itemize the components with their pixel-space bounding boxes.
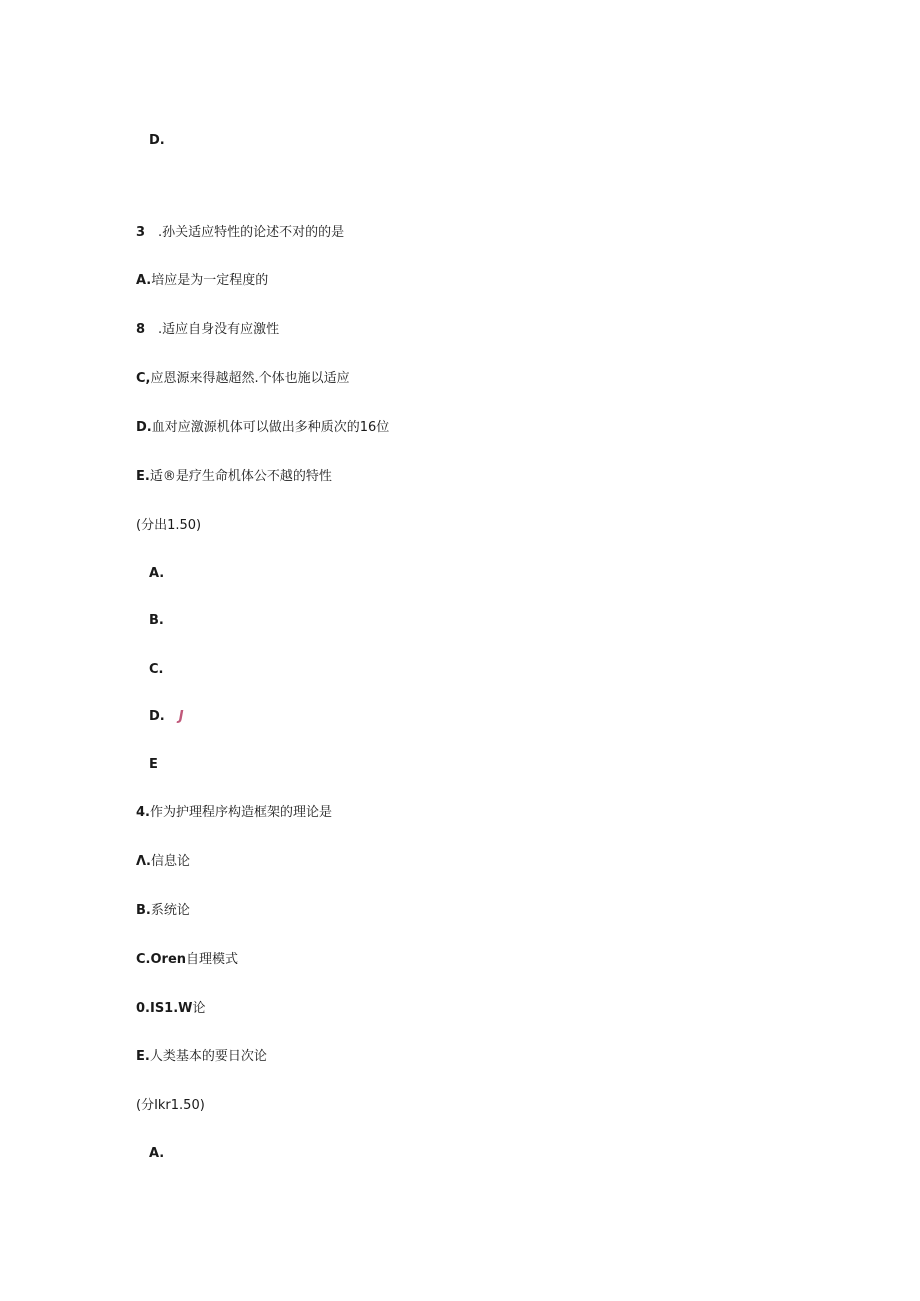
choice-text: 适®是疗生命机体公不越的特性	[149, 469, 332, 484]
choice-line	[136, 322, 279, 338]
choice-line	[136, 854, 190, 870]
answer-option[interactable]	[149, 1146, 164, 1162]
score-text: (分Ikr1.50)	[136, 1098, 205, 1113]
choice-text: 培应是为一定程度的	[151, 273, 269, 288]
answer-option[interactable]	[149, 757, 158, 773]
choice-text: .适应自身没有应激性	[158, 322, 280, 337]
answer-option[interactable]	[149, 662, 163, 678]
choice-line	[136, 371, 350, 387]
choice-line	[136, 273, 268, 289]
score-line	[136, 518, 201, 534]
choice-label: 0.IS1.W	[136, 1001, 193, 1016]
choice-line	[136, 469, 332, 485]
choice-line	[136, 420, 389, 436]
choice-label: C,	[136, 371, 151, 386]
question-line	[136, 225, 344, 241]
choice-text: 应恩源来得越超然.个体也施以适应	[150, 371, 350, 386]
choice-text: 论	[192, 1001, 206, 1016]
choice-label: D.	[136, 420, 152, 435]
choice-label: 8	[136, 322, 146, 337]
option-line	[149, 133, 165, 149]
question-text: 作为护理程序构造框架的理论是	[149, 805, 332, 820]
question-text: .孙关适应特性的论述不对的的是	[158, 225, 345, 240]
score-text: (分出1.50)	[136, 518, 202, 533]
choice-label: C.Oren	[136, 952, 187, 967]
choice-text: 系统论	[150, 903, 190, 918]
question-number: 4.	[136, 805, 150, 820]
choice-line	[136, 903, 190, 919]
answer-option-label: A.	[149, 1146, 165, 1161]
answer-option-label: D.	[149, 709, 165, 724]
answer-option[interactable]	[149, 709, 184, 725]
choice-text: 自理模式	[186, 952, 239, 967]
option-label: D.	[149, 133, 165, 148]
answer-option[interactable]	[149, 613, 164, 629]
choice-label: Λ.	[136, 854, 151, 869]
question-number: 3	[136, 225, 146, 240]
check-mark-icon: J	[178, 709, 184, 724]
choice-text: 信息论	[151, 854, 191, 869]
choice-text: 人类基本的要日次论	[149, 1049, 267, 1064]
answer-option-label: C.	[149, 662, 164, 677]
answer-option-label: A.	[149, 566, 165, 581]
question-line	[136, 805, 332, 821]
choice-line	[136, 1001, 206, 1017]
choice-label: A.	[136, 273, 152, 288]
choice-label: B.	[136, 903, 151, 918]
score-line	[136, 1098, 205, 1114]
answer-option-label: B.	[149, 613, 164, 628]
choice-line	[136, 952, 238, 968]
choice-text: 血对应激源机体可以做出多种质次的16位	[151, 420, 390, 435]
choice-line	[136, 1049, 267, 1065]
choice-label: E.	[136, 1049, 150, 1064]
choice-label: E.	[136, 469, 150, 484]
answer-option[interactable]	[149, 566, 164, 582]
answer-option-label: E	[149, 757, 158, 772]
